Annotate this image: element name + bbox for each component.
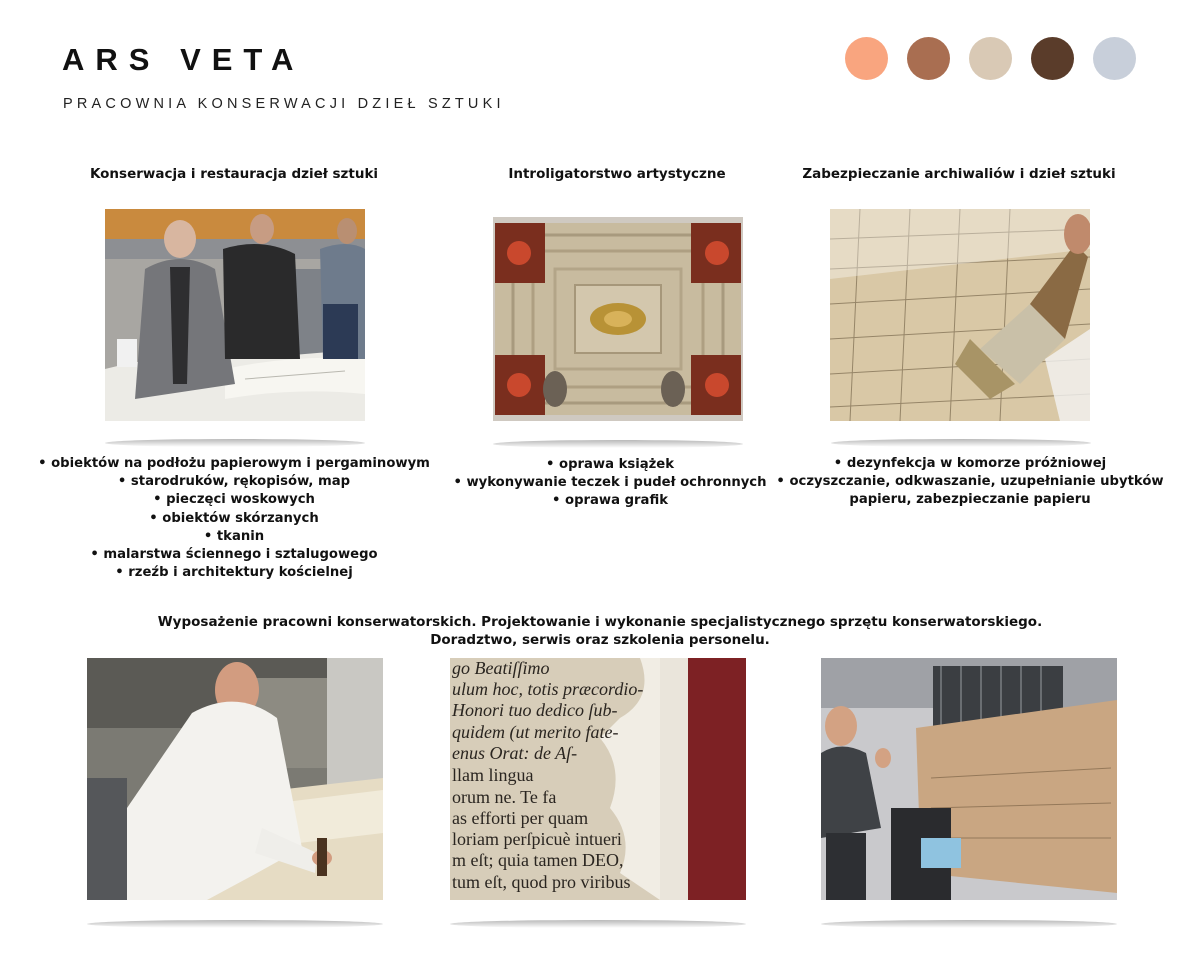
equipment-services: Doradztwo, serwis oraz szkolenia personelu. bbox=[430, 632, 770, 648]
print-line: go Beatiſſimo bbox=[452, 658, 550, 678]
color-swatch bbox=[1031, 37, 1074, 80]
list-item: • oprawa książek bbox=[545, 457, 675, 472]
list-item: • oprawa grafik bbox=[552, 493, 668, 509]
column-heading-protection: Zabezpieczanie archiwaliów i dzieł sztuki bbox=[802, 166, 1116, 182]
brand-subtitle: PRACOWNIA KONSERWACJI DZIEŁ SZTUKI bbox=[63, 96, 505, 112]
bullet-list-conservation bbox=[34, 455, 434, 582]
photo-book-binding bbox=[487, 211, 749, 447]
list-item: papieru, zabezpieczanie papieru bbox=[849, 492, 1091, 508]
column-heading-bookbinding: Introligatorstwo artystyczne bbox=[508, 166, 726, 182]
photo-old-print bbox=[444, 652, 752, 932]
print-line: Honori tuo dedico ſub- bbox=[452, 700, 618, 720]
list-item: • obiektów skórzanych bbox=[149, 510, 319, 526]
color-swatch bbox=[969, 37, 1012, 80]
bullet-list-bookbinding bbox=[430, 456, 790, 511]
brand-title: ARS VETA bbox=[62, 42, 305, 77]
print-line: loriam perſpicuè intueri bbox=[452, 829, 622, 849]
print-line: m eſt; quia tamen DEO, bbox=[452, 850, 624, 870]
photo-document-cleaning bbox=[825, 203, 1097, 446]
column-heading-conservation: Konserwacja i restauracja dzieł sztuki bbox=[89, 166, 379, 182]
photo-conservators bbox=[99, 203, 371, 446]
bullet-list-protection bbox=[775, 455, 1165, 510]
color-swatch bbox=[907, 37, 950, 80]
color-swatch bbox=[1093, 37, 1136, 80]
list-item: • dezynfekcja w komorze próżniowej bbox=[833, 456, 1107, 471]
print-line: ulum hoc, totis præcordio- bbox=[452, 679, 644, 699]
equipment-description: Wyposażenie pracowni konserwatorskich. Projektowanie i wykonanie specjalistycznego sprzętu konserwatorskiego. bbox=[157, 614, 1043, 630]
list-item: • wykonywanie teczek i pudeł ochronnych bbox=[453, 475, 767, 491]
color-palette bbox=[845, 37, 1136, 80]
print-line: tum eſt, quod pro viribus bbox=[452, 872, 631, 892]
print-line: orum ne. Te fa bbox=[452, 787, 557, 807]
list-item: • tkanin bbox=[203, 528, 265, 544]
print-line: quidem (ut merito fate- bbox=[452, 722, 619, 742]
print-line: as efforti per quam bbox=[452, 808, 589, 828]
list-item: • starodruków, rękopisów, map bbox=[117, 474, 351, 490]
list-item: • obiektów na podłożu papierowym i pergaminowym bbox=[38, 456, 430, 471]
print-line: enus Orat: de Aſ- bbox=[452, 743, 578, 763]
list-item: • malarstwa ściennego i sztalugowego bbox=[90, 547, 378, 563]
photo-map-presentation bbox=[815, 652, 1123, 932]
photo-workshop-worker bbox=[81, 652, 389, 932]
list-item: • rzeźb i architektury kościelnej bbox=[115, 565, 353, 581]
print-line: llam lingua bbox=[452, 765, 534, 785]
list-item: • oczyszczanie, odkwaszanie, uzupełnianie ubytków bbox=[776, 474, 1164, 490]
color-swatch bbox=[845, 37, 888, 80]
list-item: • pieczęci woskowych bbox=[153, 492, 315, 508]
